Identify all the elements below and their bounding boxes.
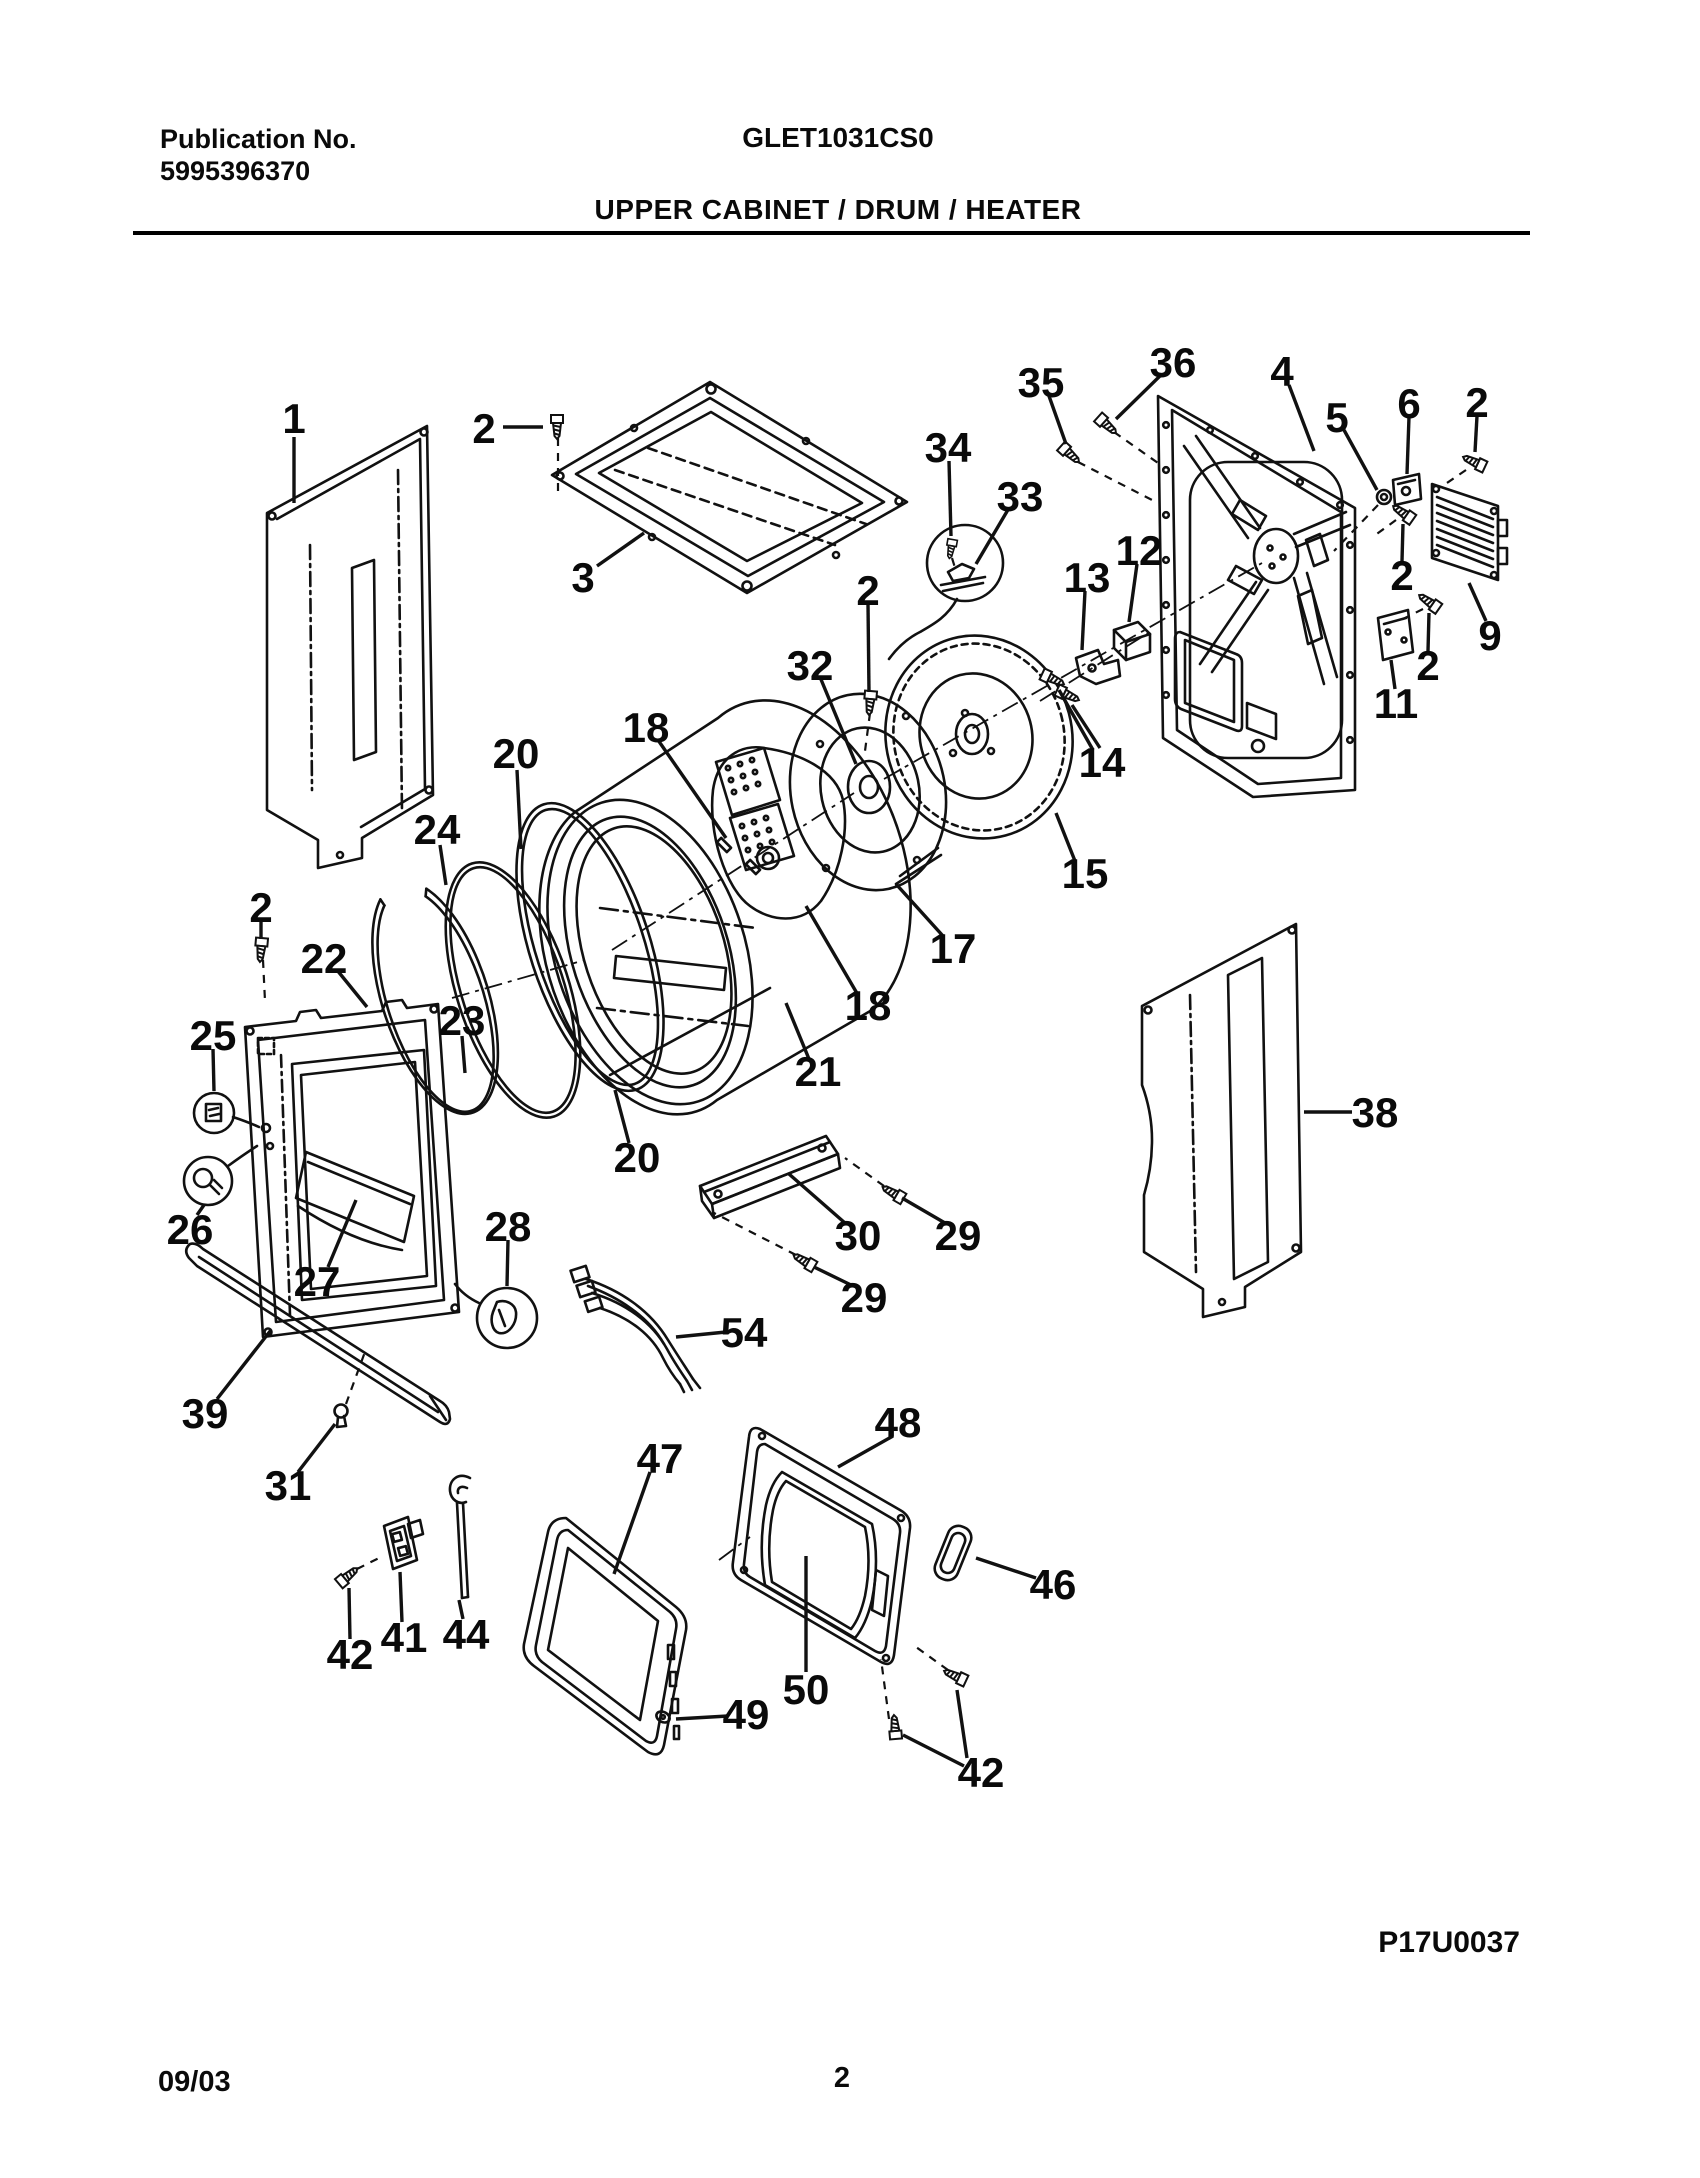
callout-label-41: 41 xyxy=(380,1614,428,1661)
callout-label-36: 36 xyxy=(1149,339,1197,386)
assembly-dash-line xyxy=(845,1158,884,1186)
assembly-dash-line xyxy=(714,1213,796,1255)
callout-label-1: 1 xyxy=(282,395,306,442)
callout-leader xyxy=(903,1735,964,1766)
part-22-front-panel xyxy=(245,1000,459,1337)
screw-36-icon xyxy=(1094,413,1120,438)
callout-leader xyxy=(328,1200,356,1267)
callout-label-48: 48 xyxy=(874,1399,922,1446)
callout-label-27: 27 xyxy=(293,1258,341,1305)
callout-label-18: 18 xyxy=(622,704,670,751)
part-1-side-panel-left xyxy=(267,426,433,868)
publication-label: Publication No. xyxy=(160,124,357,154)
assembly-dash-line xyxy=(1441,470,1466,487)
callout-label-20: 20 xyxy=(492,730,540,777)
publication-number: 5995396370 xyxy=(160,156,311,186)
callout-label-15: 15 xyxy=(1061,850,1109,897)
part-50-door-window xyxy=(762,1472,876,1638)
callout-leader xyxy=(868,604,869,692)
screw-34-icon xyxy=(945,539,958,560)
part-5-grommet xyxy=(1377,490,1391,504)
part-12-motor-mount-block xyxy=(1114,622,1150,660)
callout-label-26: 26 xyxy=(166,1206,214,1253)
callout-label-18: 18 xyxy=(844,982,892,1029)
part-26-detail-circle xyxy=(184,1146,257,1205)
callout-label-13: 13 xyxy=(1063,554,1111,601)
callout-label-44: 44 xyxy=(442,1611,490,1658)
callout-leader xyxy=(976,1558,1036,1578)
callout-label-49: 49 xyxy=(722,1691,770,1738)
assembly-dash-line xyxy=(263,960,265,1001)
callout-label-31: 31 xyxy=(264,1462,312,1509)
callout-label-39: 39 xyxy=(181,1390,229,1437)
callout-label-46: 46 xyxy=(1029,1561,1077,1608)
part-44-hanger-rod xyxy=(450,1476,470,1598)
part-48-outer-door-panel xyxy=(733,1428,910,1664)
callout-label-12: 12 xyxy=(1115,527,1163,574)
part-28-detail-circle xyxy=(455,1284,537,1348)
callout-label-42: 42 xyxy=(326,1631,374,1678)
callout-label-32: 32 xyxy=(786,642,834,689)
part-38-side-panel-right xyxy=(1142,924,1301,1317)
axis-line-layer xyxy=(452,563,1262,1560)
callout-label-2: 2 xyxy=(249,884,273,931)
callout-leader xyxy=(676,1332,726,1337)
callout-label-4: 4 xyxy=(1270,348,1294,395)
callout-label-2: 2 xyxy=(1390,552,1414,599)
callout-label-23: 23 xyxy=(438,997,486,1044)
callout-label-25: 25 xyxy=(189,1012,237,1059)
callout-label-21: 21 xyxy=(794,1048,842,1095)
screw-35-icon xyxy=(1057,442,1083,467)
callout-leader xyxy=(597,533,644,566)
part-46-door-handle xyxy=(931,1523,974,1584)
callout-leader xyxy=(949,461,951,536)
callout-label-6: 6 xyxy=(1397,380,1421,427)
callout-label-38: 38 xyxy=(1351,1089,1399,1136)
assembly-dash-line xyxy=(1374,520,1396,536)
assembly-dash-line xyxy=(865,713,870,751)
screw-2-icon xyxy=(254,938,268,963)
part-31-clip xyxy=(335,1405,348,1428)
part-54-wire-harness xyxy=(571,1266,700,1392)
screw-2-icon xyxy=(551,415,563,439)
section-title: UPPER CABINET / DRUM / HEATER xyxy=(594,194,1082,225)
assembly-dash-line xyxy=(916,1647,948,1670)
assembly-dash-line xyxy=(1078,462,1154,501)
page-number: 2 xyxy=(833,2062,851,2094)
part-49-clip xyxy=(654,1709,671,1724)
callout-label-30: 30 xyxy=(834,1212,882,1259)
bolt-14-icon xyxy=(1055,684,1082,705)
callout-label-42: 42 xyxy=(957,1749,1005,1796)
callout-label-29: 29 xyxy=(840,1274,888,1321)
part-41-hinge-plate xyxy=(384,1517,423,1569)
axis-line xyxy=(452,960,585,998)
assembly-dash-line xyxy=(1114,432,1158,463)
callout-label-22: 22 xyxy=(300,935,348,982)
part-23-seal-ring xyxy=(419,846,608,1134)
callout-label-47: 47 xyxy=(636,1435,684,1482)
callout-label-17: 17 xyxy=(929,925,977,972)
callout-leader xyxy=(517,770,521,849)
assembly-dash-line xyxy=(881,1659,889,1719)
callout-label-34: 34 xyxy=(924,424,972,471)
callout-label-20: 20 xyxy=(613,1134,661,1181)
callout-label-11: 11 xyxy=(1373,680,1419,727)
callout-leader xyxy=(676,1716,728,1719)
callout-leader xyxy=(957,1690,967,1758)
screw-2-icon xyxy=(863,691,877,716)
callout-label-28: 28 xyxy=(484,1203,532,1250)
part-18-bearing-pads xyxy=(712,747,845,918)
callout-label-50: 50 xyxy=(782,1666,830,1713)
callout-label-3: 3 xyxy=(571,554,595,601)
callout-leader xyxy=(217,1330,271,1399)
callout-leader xyxy=(820,677,856,764)
callout-label-5: 5 xyxy=(1325,394,1349,441)
callout-label-2: 2 xyxy=(472,405,496,452)
callout-leader xyxy=(614,1472,650,1574)
callout-label-35: 35 xyxy=(1017,359,1065,406)
screw-42-icon xyxy=(888,1715,902,1740)
assembly-dash-line xyxy=(357,1557,381,1569)
part-6-bracket xyxy=(1393,474,1421,505)
callout-label-14: 14 xyxy=(1078,739,1126,786)
screw-42-icon xyxy=(335,1564,361,1589)
part-30-support-bar xyxy=(700,1136,840,1218)
part-21-drum xyxy=(511,700,911,1130)
screw-2-icon xyxy=(1461,451,1488,472)
part-13-motor-bracket xyxy=(1076,650,1120,684)
callout-leader xyxy=(1344,430,1377,490)
footer-date: 09/03 xyxy=(158,2066,231,2098)
assembly-dash-line xyxy=(346,1349,366,1404)
callout-label-54: 54 xyxy=(720,1309,768,1356)
part-9-heater-shield xyxy=(1432,484,1507,580)
part-4-rear-bulkhead xyxy=(1158,396,1355,797)
diagram-code: P17U0037 xyxy=(1378,1926,1520,1959)
callout-label-2: 2 xyxy=(1416,642,1440,689)
callout-label-9: 9 xyxy=(1478,612,1502,659)
model-number: GLET1031CS0 xyxy=(742,122,934,153)
callout-leader xyxy=(658,740,726,838)
callout-label-24: 24 xyxy=(413,806,461,853)
callout-label-29: 29 xyxy=(934,1212,982,1259)
part-24-seal-ring-open xyxy=(351,876,523,1129)
callout-label-33: 33 xyxy=(996,473,1044,520)
callout-label-2: 2 xyxy=(1465,379,1489,426)
callout-label-2: 2 xyxy=(856,567,880,614)
